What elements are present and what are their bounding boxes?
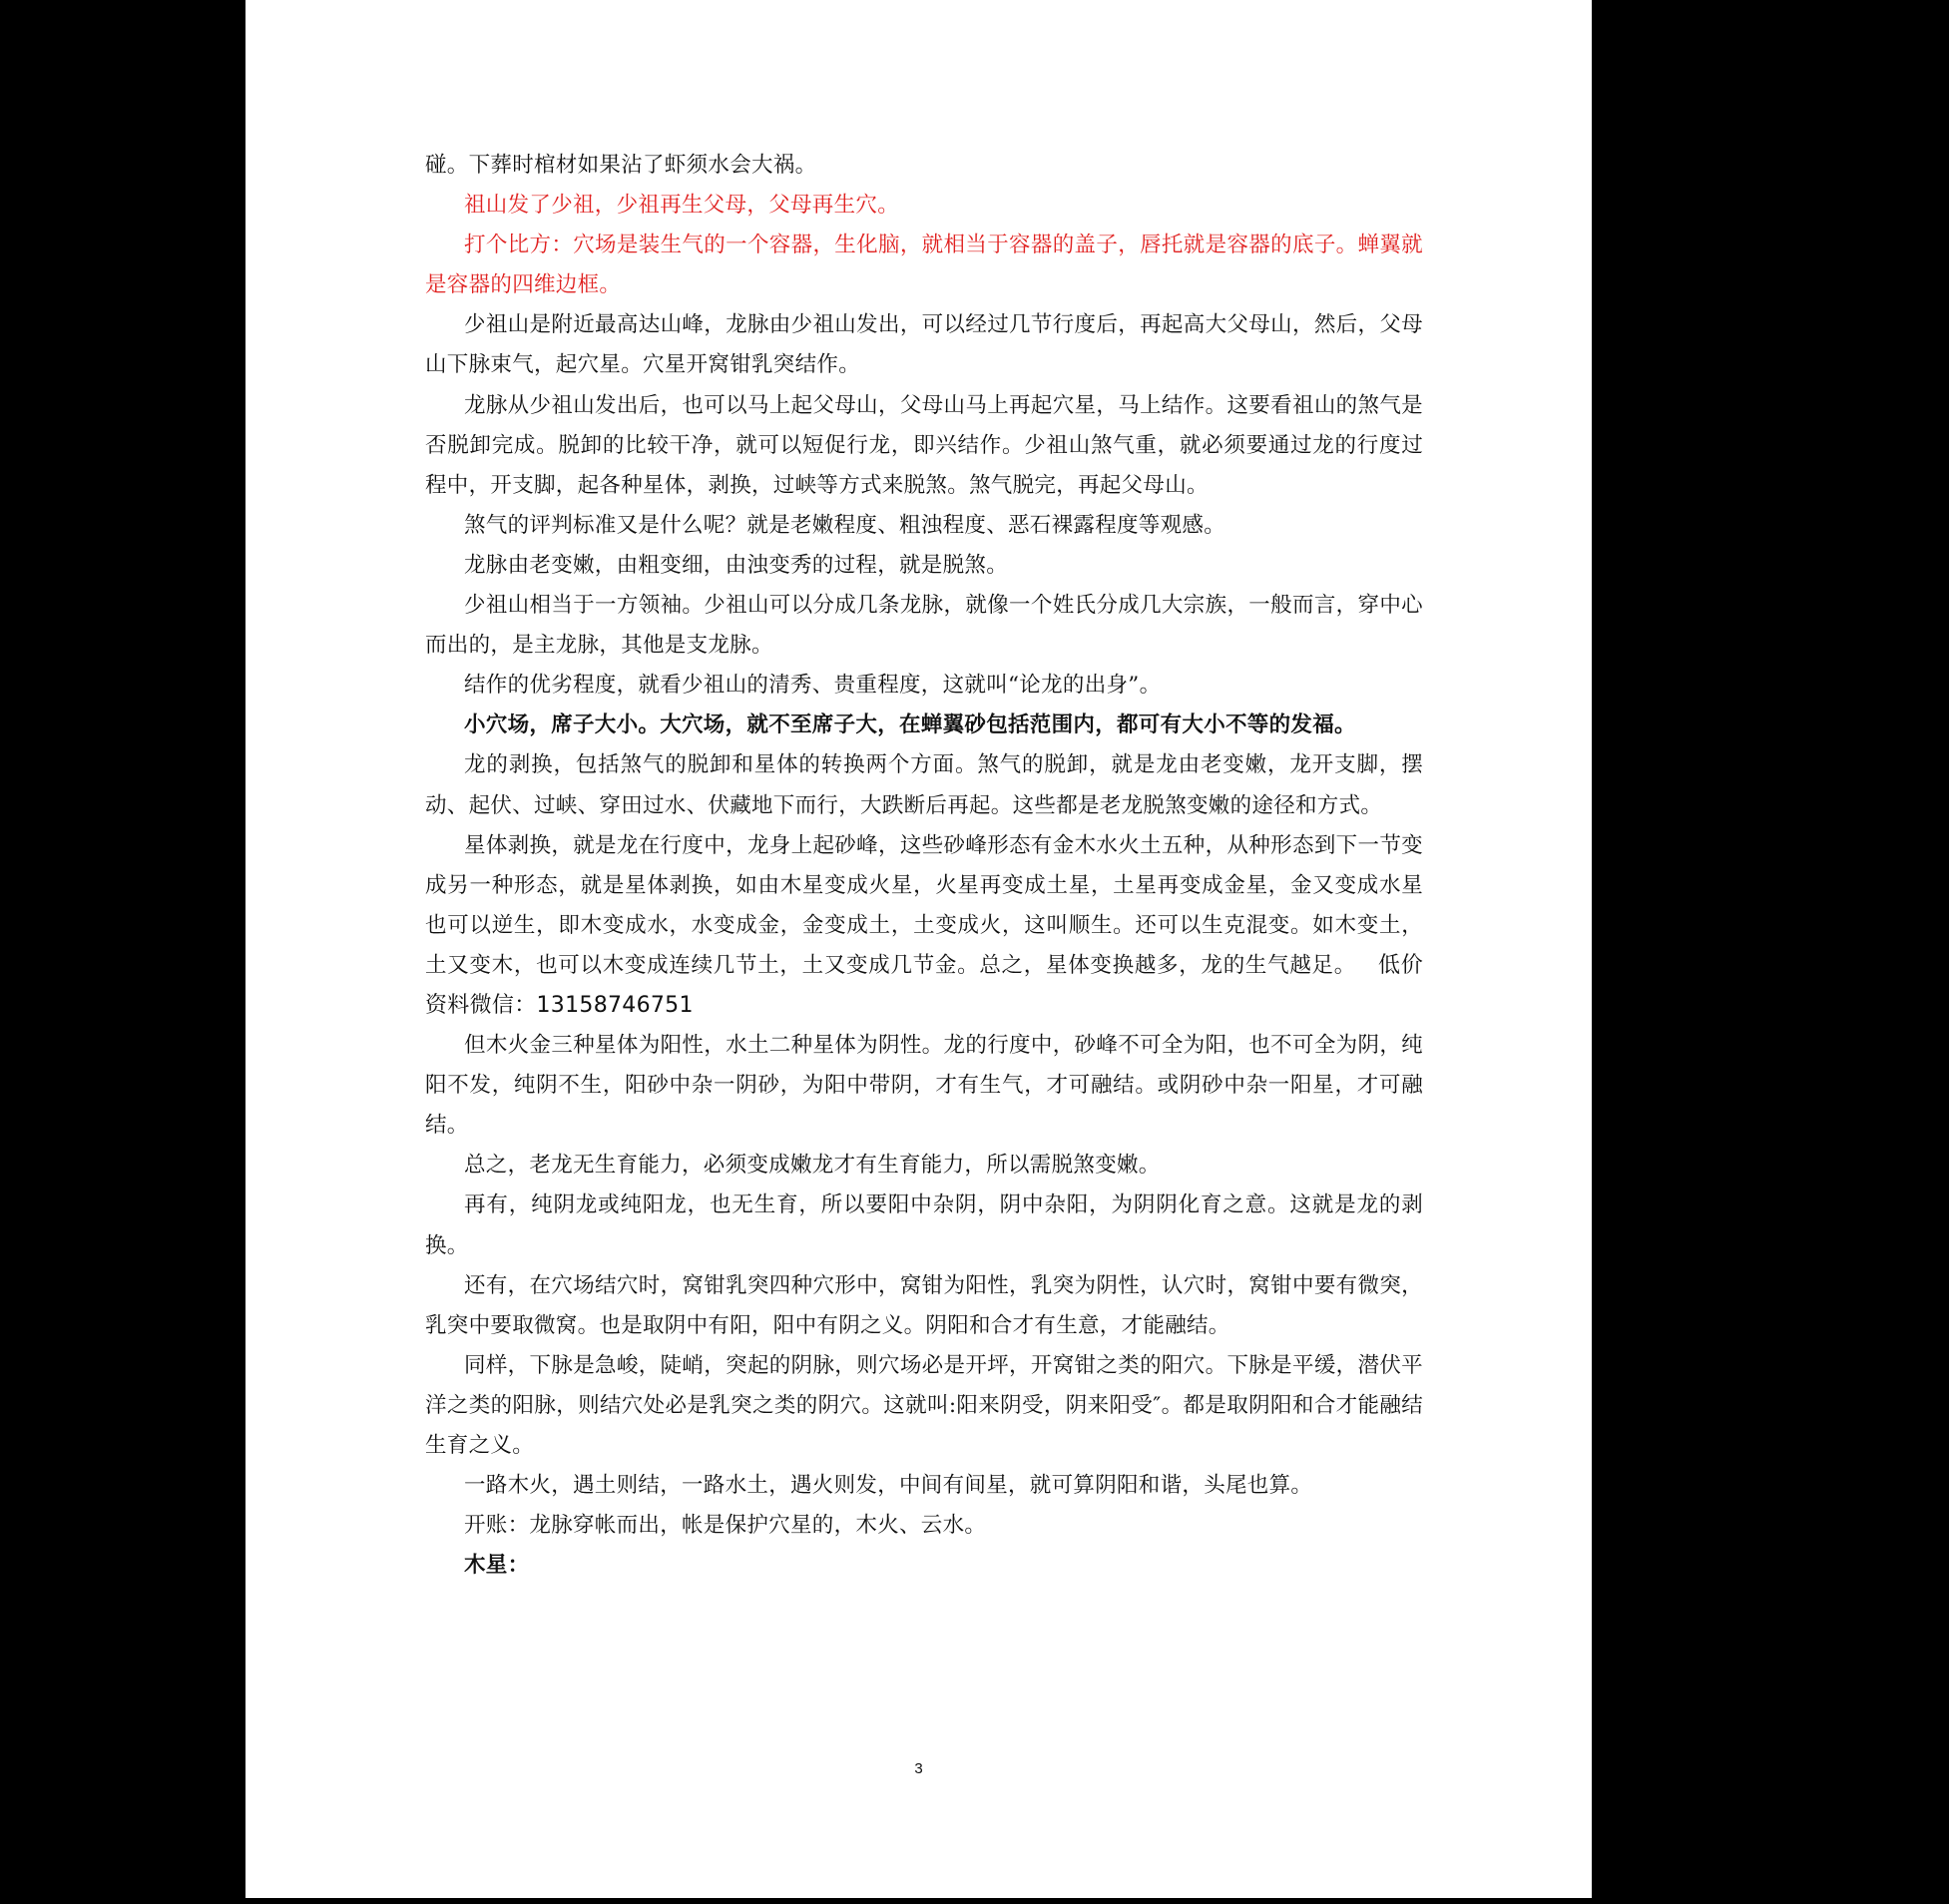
paragraph (425, 1186, 1423, 1265)
paragraph-text: 还有，在穴场结穴时，窝钳乳突四种穴形中，窝钳为阳性，乳突为阴性，认穴时，窝钳中要有微突，乳突中要取微窝。也是取阴中有阳，阳中有阴之义。阴阳和合才有生意，才能融结。 (425, 1272, 1423, 1338)
paragraph (425, 146, 1423, 186)
paragraph (425, 1506, 1423, 1546)
paragraph (425, 546, 1423, 586)
paragraph-text: 总之，老龙无生育能力，必须变成嫩龙才有生育能力，所以需脱煞变嫩。 (464, 1153, 1161, 1179)
paragraph (425, 1466, 1423, 1506)
paragraph (425, 1266, 1423, 1346)
paragraph-text: 再有，纯阴龙或纯阳龙，也无生育，所以要阳中杂阴，阴中杂阳，为阴阴化育之意。这就是龙的剥换。 (425, 1192, 1423, 1258)
paragraph-text: 少祖山相当于一方领袖。少祖山可以分成几条龙脉，就像一个姓氏分成几大宗族，一般而言，穿中心而出的，是主龙脉，其他是支龙脉。 (425, 593, 1423, 659)
page-body (425, 146, 1423, 1586)
watermark-text: 低价资料微信：13158746751 (425, 952, 1423, 1018)
paragraph-text: 一路木火，遇土则结，一路水土，遇火则发，中间有间星，就可算阴阳和谐，头尾也算。 (464, 1473, 1313, 1499)
paragraph (425, 186, 1423, 226)
paragraph-text: 少祖山是附近最高达山峰，龙脉由少祖山发出，可以经过几节行度后，再起高大父母山，然后，父母山下脉束气，起穴星。穴星开窝钳乳突结作。 (425, 312, 1423, 378)
paragraph (425, 1026, 1423, 1146)
paragraph-text: 打个比方：穴场是装生气的一个容器，生化脑，就相当于容器的盖子，唇托就是容器的底子。蝉翼就是容器的四维边框。 (425, 233, 1423, 298)
paragraph (425, 1146, 1423, 1186)
paragraph (425, 586, 1423, 666)
paragraph (425, 1546, 1423, 1586)
paragraph (425, 386, 1423, 506)
paragraph-text: 龙的剥换，包括煞气的脱卸和星体的转换两个方面。煞气的脱卸，就是龙由老变嫩，龙开支脚，摆动、起伏、过峡、穿田过水、伏藏地下而行，大跌断后再起。这些都是老龙脱煞变嫩的途径和方式。 (425, 752, 1423, 818)
paragraph (425, 506, 1423, 546)
paragraph-text: 龙脉从少祖山发出后，也可以马上起父母山，父母山马上再起穴星，马上结作。这要看祖山的煞气是否脱卸完成。脱卸的比较干净，就可以短促行龙，即兴结作。少祖山煞气重，就必须要通过龙的行度过程中，开支脚，起各种星体，剥换，过峡等方式来脱煞。煞气脱完，再起父母山。 (425, 392, 1423, 498)
paragraph-text: 木星： (464, 1553, 530, 1579)
paragraph (425, 226, 1423, 305)
paragraph-text: 龙脉由老变嫩，由粗变细，由浊变秀的过程，就是脱煞。 (464, 552, 1009, 578)
paragraph-text: 煞气的评判标准又是什么呢？就是老嫩程度、粗浊程度、恶石裸露程度等观感。 (464, 512, 1226, 538)
paragraph-text: 但木火金三种星体为阳性，水土二种星体为阴性。龙的行度中，砂峰不可全为阳，也不可全为阴，纯阳不发，纯阴不生，阳砂中杂一阴砂，为阳中带阴，才有生气，才可融结。或阴砂中杂一阳星，才可融结。 (425, 1033, 1423, 1139)
paragraph-text: 结作的优劣程度，就看少祖山的清秀、贵重程度，这就叫“论龙的出身”。 (464, 673, 1162, 699)
paragraph-text: 碰。下葬时棺材如果沾了虾须水会大祸。 (425, 153, 817, 178)
paragraph (425, 826, 1423, 1026)
document-page (245, 0, 1592, 1898)
paragraph-text: 祖山发了少祖，少祖再生父母，父母再生穴。 (464, 193, 900, 219)
paragraph-text: 星体剥换，就是龙在行度中，龙身上起砂峰，这些砂峰形态有金木水火土五种，从种形态到下一节变成另一种形态，就是星体剥换，如由木星变成火星，火星再变成土星，土星再变成金星，金又变成水星也可以逆生，即木变成水，水变成金，金变成土，土变成火，这叫顺生。还可以生克混变。如木变土，土又变木，也可以木变成连续几节土，土又变成几节金。总之，星体变换越多，龙的生气越足。 (425, 832, 1423, 978)
paragraph (425, 1346, 1423, 1466)
paragraph-text: 同样，下脉是急峻，陡峭，突起的阴脉，则穴场必是开坪，开窝钳之类的阳穴。下脉是平缓，潜伏平洋之类的阳脉，则结穴处必是乳突之类的阴穴。这就叫:阳来阴受，阴来阳受″。都是取阴阳和合才能融结生育之义。 (425, 1352, 1423, 1458)
paragraph-text: 小穴场，席子大小。大穴场，就不至席子大，在蝉翼砂包括范围内，都可有大小不等的发福。 (464, 713, 1356, 738)
paragraph (425, 305, 1423, 385)
paragraph (425, 745, 1423, 825)
paragraph (425, 666, 1423, 706)
paragraph (425, 706, 1423, 745)
page-number: 3 (914, 1760, 923, 1777)
paragraph-text: 开账：龙脉穿帐而出，帐是保护穴星的，木火、云水。 (464, 1513, 987, 1539)
